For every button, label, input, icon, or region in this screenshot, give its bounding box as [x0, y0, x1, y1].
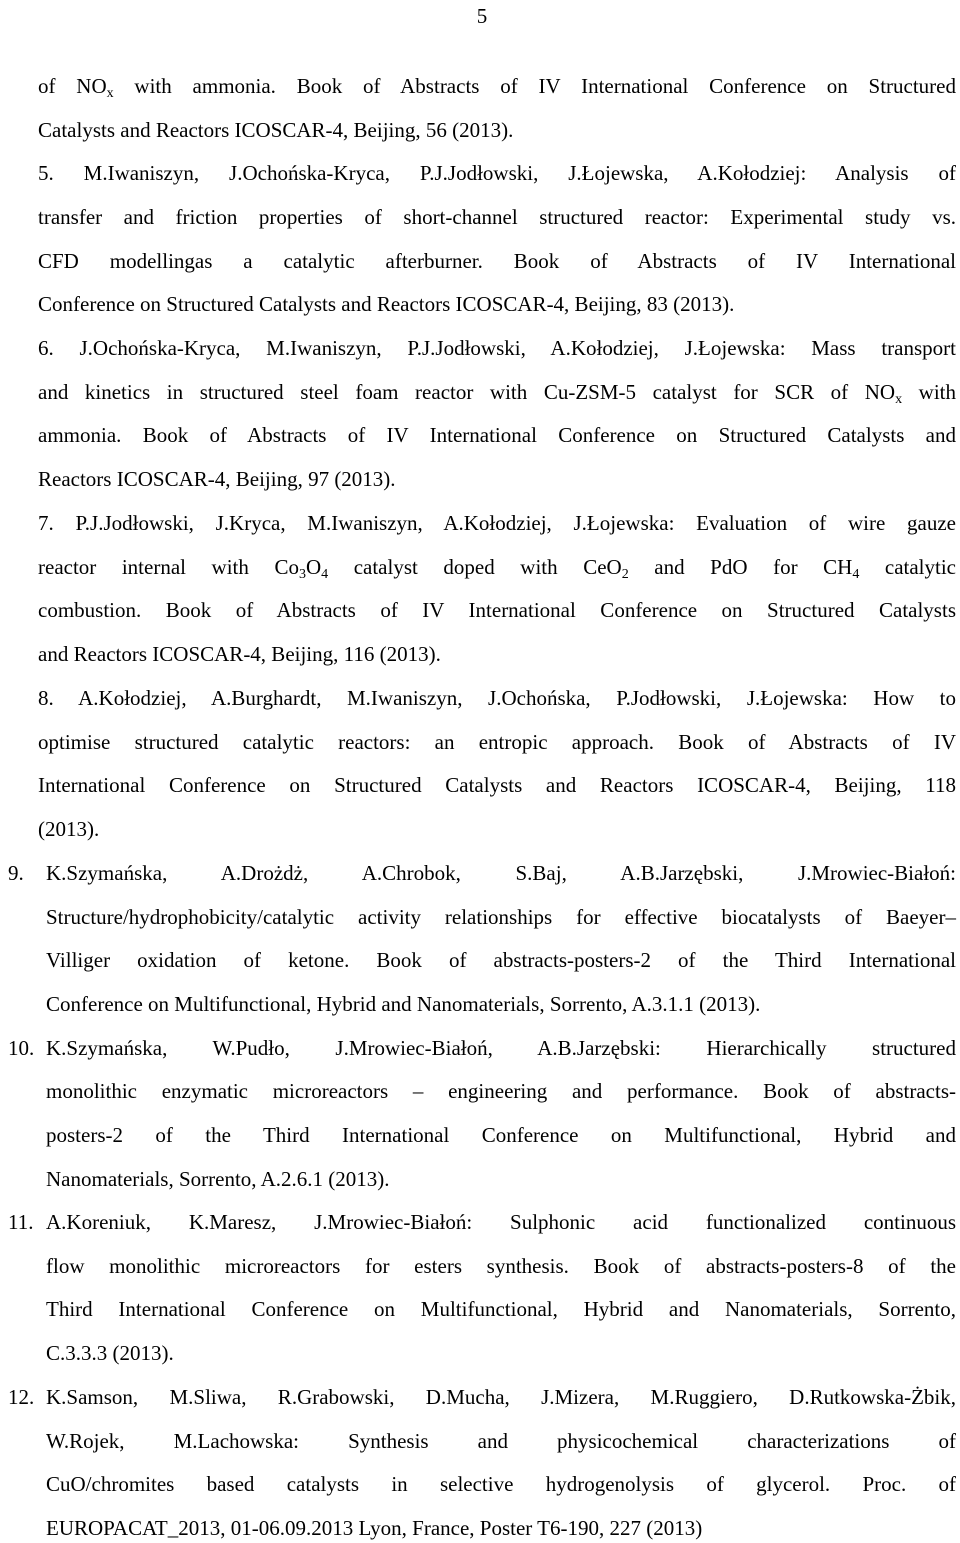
text-line [46, 1253, 956, 1279]
text-run: W.Rojek, M.Lachowska: Synthesis and physicochemical characterizations of [46, 1429, 956, 1453]
text-run: Catalysts and Reactors ICOSCAR-4, Beijing, 56 (2013). [38, 118, 514, 142]
text-run: Nanomaterials, Sorrento, A.2.6.1 (2013). [46, 1167, 390, 1191]
text-run: 5. M.Iwaniszyn, J.Ochońska-Kryca, P.J.Jodłowski, J.Łojewska, A.Kołodziej: Analysis of [38, 161, 956, 185]
text-line [38, 554, 956, 580]
text-line [38, 466, 396, 492]
text-line [46, 1078, 956, 1104]
text-line [38, 510, 956, 536]
text-run: EUROPACAT_2013, 01-06.09.2013 Lyon, France, Poster T6-190, 227 (2013) [46, 1516, 703, 1540]
text-run: optimise structured catalytic reactors: an entropic approach. Book of Abstracts of IV [38, 730, 956, 754]
text-run: posters-2 of the Third International Conference on Multifunctional, Hybrid and [46, 1123, 956, 1147]
text-run: O [305, 555, 322, 579]
text-line [46, 1340, 174, 1366]
text-run: CuO/chromites based catalysts in selective hydrogenolysis of glycerol. Proc. of [46, 1472, 956, 1496]
subscript: x [106, 86, 114, 101]
text-run: of NO [38, 74, 107, 98]
text-line [38, 117, 513, 143]
text-line [46, 904, 956, 930]
text-run: 8. A.Kołodziej, A.Burghardt, M.Iwaniszyn, J.Ochońska, P.Jodłowski, J.Łojewska: How to [38, 686, 956, 710]
text-line [46, 1122, 956, 1148]
text-run: Reactors ICOSCAR-4, Beijing, 97 (2013). [38, 467, 396, 491]
text-line [46, 1209, 956, 1235]
text-line [46, 1035, 956, 1061]
text-line [38, 816, 99, 842]
text-run: Structure/hydrophobicity/catalytic activity relationships for effective biocatalysts of Baeyer– [46, 905, 956, 929]
subscript: x [895, 392, 903, 407]
text-line [38, 729, 956, 755]
text-run: reactor internal with Co [38, 555, 299, 579]
text-run: Third International Conference on Multifunctional, Hybrid and Nanomaterials, Sorrento, [46, 1297, 956, 1321]
page-number: 5 [476, 4, 488, 28]
text-line [46, 1384, 956, 1410]
text-line [38, 685, 956, 711]
text-line [46, 1166, 390, 1192]
text-run: with [902, 380, 956, 404]
text-run: CFD modellingas a catalytic afterburner. Book of Abstracts of IV International [38, 249, 956, 273]
text-line [38, 597, 956, 623]
text-line [38, 248, 956, 274]
text-run: Conference on Structured Catalysts and Reactors ICOSCAR-4, Beijing, 83 (2013). [38, 292, 735, 316]
text-line [38, 422, 956, 448]
reference-number: 10. [8, 1036, 35, 1060]
text-run: K.Szymańska, A.Drożdż, A.Chrobok, S.Baj, A.B.Jarzębski, J.Mrowiec-Białoń: [46, 861, 956, 885]
text-line [38, 335, 956, 361]
text-run: monolithic enzymatic microreactors – engineering and performance. Book of abstracts- [46, 1079, 956, 1103]
subscript: 4 [852, 567, 860, 582]
text-run: K.Szymańska, W.Pudło, J.Mrowiec-Białoń, A.B.Jarzębski: Hierarchically structured [46, 1036, 956, 1060]
text-run: catalyst doped with CeO [328, 555, 622, 579]
text-run: Villiger oxidation of ketone. Book of abstracts-posters-2 of the Third International [46, 948, 956, 972]
text-run: flow monolithic microreactors for esters synthesis. Book of abstracts-posters-8 of the [46, 1254, 956, 1278]
text-run: transfer and friction properties of short-channel structured reactor: Experimental study vs. [38, 205, 956, 229]
text-line [46, 991, 760, 1017]
text-run: 6. J.Ochońska-Kryca, M.Iwaniszyn, P.J.Jodłowski, A.Kołodziej, J.Łojewska: Mass transport [38, 336, 956, 360]
text-line [46, 860, 956, 886]
reference-number: 12. [8, 1385, 35, 1409]
text-run: International Conference on Structured Catalysts and Reactors ICOSCAR-4, Beijing, 118 [38, 773, 956, 797]
text-line [38, 73, 956, 99]
text-run: and PdO for CH [628, 555, 853, 579]
text-run: with ammonia. Book of Abstracts of IV International Conference on Structured [113, 74, 957, 98]
subscript: 3 [298, 567, 306, 582]
text-run: K.Samson, M.Sliwa, R.Grabowski, D.Mucha, J.Mizera, M.Ruggiero, D.Rutkowska-Żbik, [46, 1385, 956, 1409]
subscript: 4 [321, 567, 329, 582]
text-line [46, 1471, 956, 1497]
text-line [38, 379, 956, 405]
text-run: (2013). [38, 817, 100, 841]
text-run: and Reactors ICOSCAR-4, Beijing, 116 (2013). [38, 642, 441, 666]
text-run: Conference on Multifunctional, Hybrid and Nanomaterials, Sorrento, A.3.1.1 (2013). [46, 992, 761, 1016]
text-run: and kinetics in structured steel foam reactor with Cu-ZSM-5 catalyst for SCR of NO [38, 380, 896, 404]
text-line [38, 641, 441, 667]
text-line [38, 160, 956, 186]
reference-number: 9. [8, 861, 24, 885]
text-run: C.3.3.3 (2013). [46, 1341, 174, 1365]
text-line [46, 947, 956, 973]
text-line [46, 1296, 956, 1322]
text-run: catalytic [859, 555, 957, 579]
text-run: combustion. Book of Abstracts of IV International Conference on Structured Catalysts [38, 598, 956, 622]
subscript: 2 [621, 567, 629, 582]
text-run: A.Koreniuk, K.Maresz, J.Mrowiec-Białoń: Sulphonic acid functionalized continuous [46, 1210, 956, 1234]
reference-number: 11. [8, 1210, 34, 1234]
text-run: 7. P.J.Jodłowski, J.Kryca, M.Iwaniszyn, A.Kołodziej, J.Łojewska: Evaluation of wire gauze [38, 511, 956, 535]
text-line [38, 204, 956, 230]
text-line [46, 1428, 956, 1454]
text-line [46, 1515, 702, 1541]
text-line [38, 291, 734, 317]
text-run: ammonia. Book of Abstracts of IV International Conference on Structured Catalysts and [38, 423, 956, 447]
text-line [38, 772, 956, 798]
